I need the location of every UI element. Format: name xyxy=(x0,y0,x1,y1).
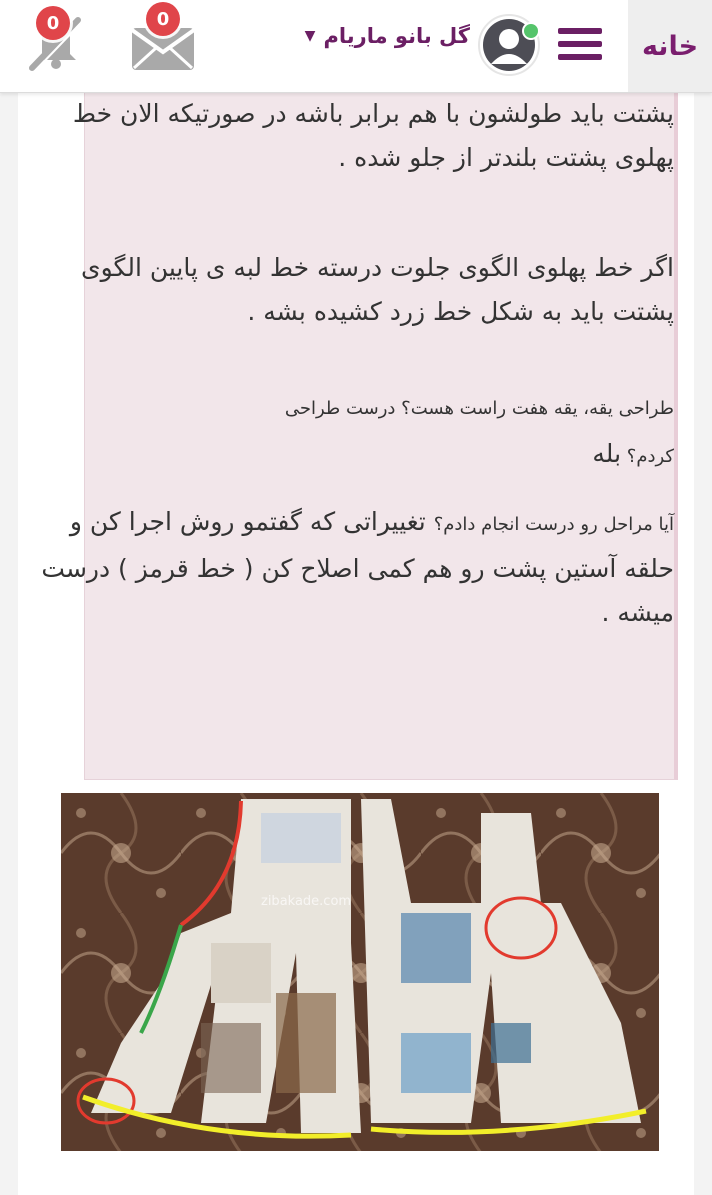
answer-1: بله xyxy=(592,439,622,468)
answer-2: تغییراتی که گفتمو روش اجرا کن و حلقه آستین پشت رو هم کمی اصلاح کن ( خط قرمز ) درست میشه . xyxy=(41,507,674,627)
question-2-block xyxy=(16,500,674,635)
user-menu[interactable] xyxy=(304,18,470,54)
paragraph-2: اگر خط پهلوی الگوی جلوت درسته خط لبه ی پایین الگوی پشتت باید به شکل خط زرد کشیده بشه . xyxy=(81,253,674,326)
sewing-pattern-photo[interactable] xyxy=(61,793,659,1151)
pattern-photo-illustration xyxy=(61,793,659,1151)
notifications-count-badge: 0 xyxy=(36,6,70,40)
chevron-down-icon: ▼ xyxy=(304,28,316,44)
paragraph-1: پشتت باید طولشون با هم برابر باشه در صورتیکه الان خط پهلوی پشتت بلندتر از جلو شده . xyxy=(72,99,674,172)
top-bar xyxy=(0,0,712,93)
question-1: طراحی یقه، یقه هفت راست هست؟ درست طراحی xyxy=(284,398,674,419)
hamburger-menu-icon[interactable] xyxy=(552,16,608,72)
username-label: گل بانو ماریام xyxy=(323,24,470,48)
messages-count-badge: 0 xyxy=(146,2,180,36)
question-1-line xyxy=(16,440,674,471)
question-1-cont: کردم؟ xyxy=(626,446,674,467)
home-label: خانه xyxy=(641,30,699,62)
question-2: آیا مراحل رو درست انجام دادم؟ xyxy=(433,514,674,535)
home-tab[interactable] xyxy=(628,0,712,92)
watermark: zibakade.com xyxy=(261,894,352,909)
online-status-dot xyxy=(522,22,540,40)
